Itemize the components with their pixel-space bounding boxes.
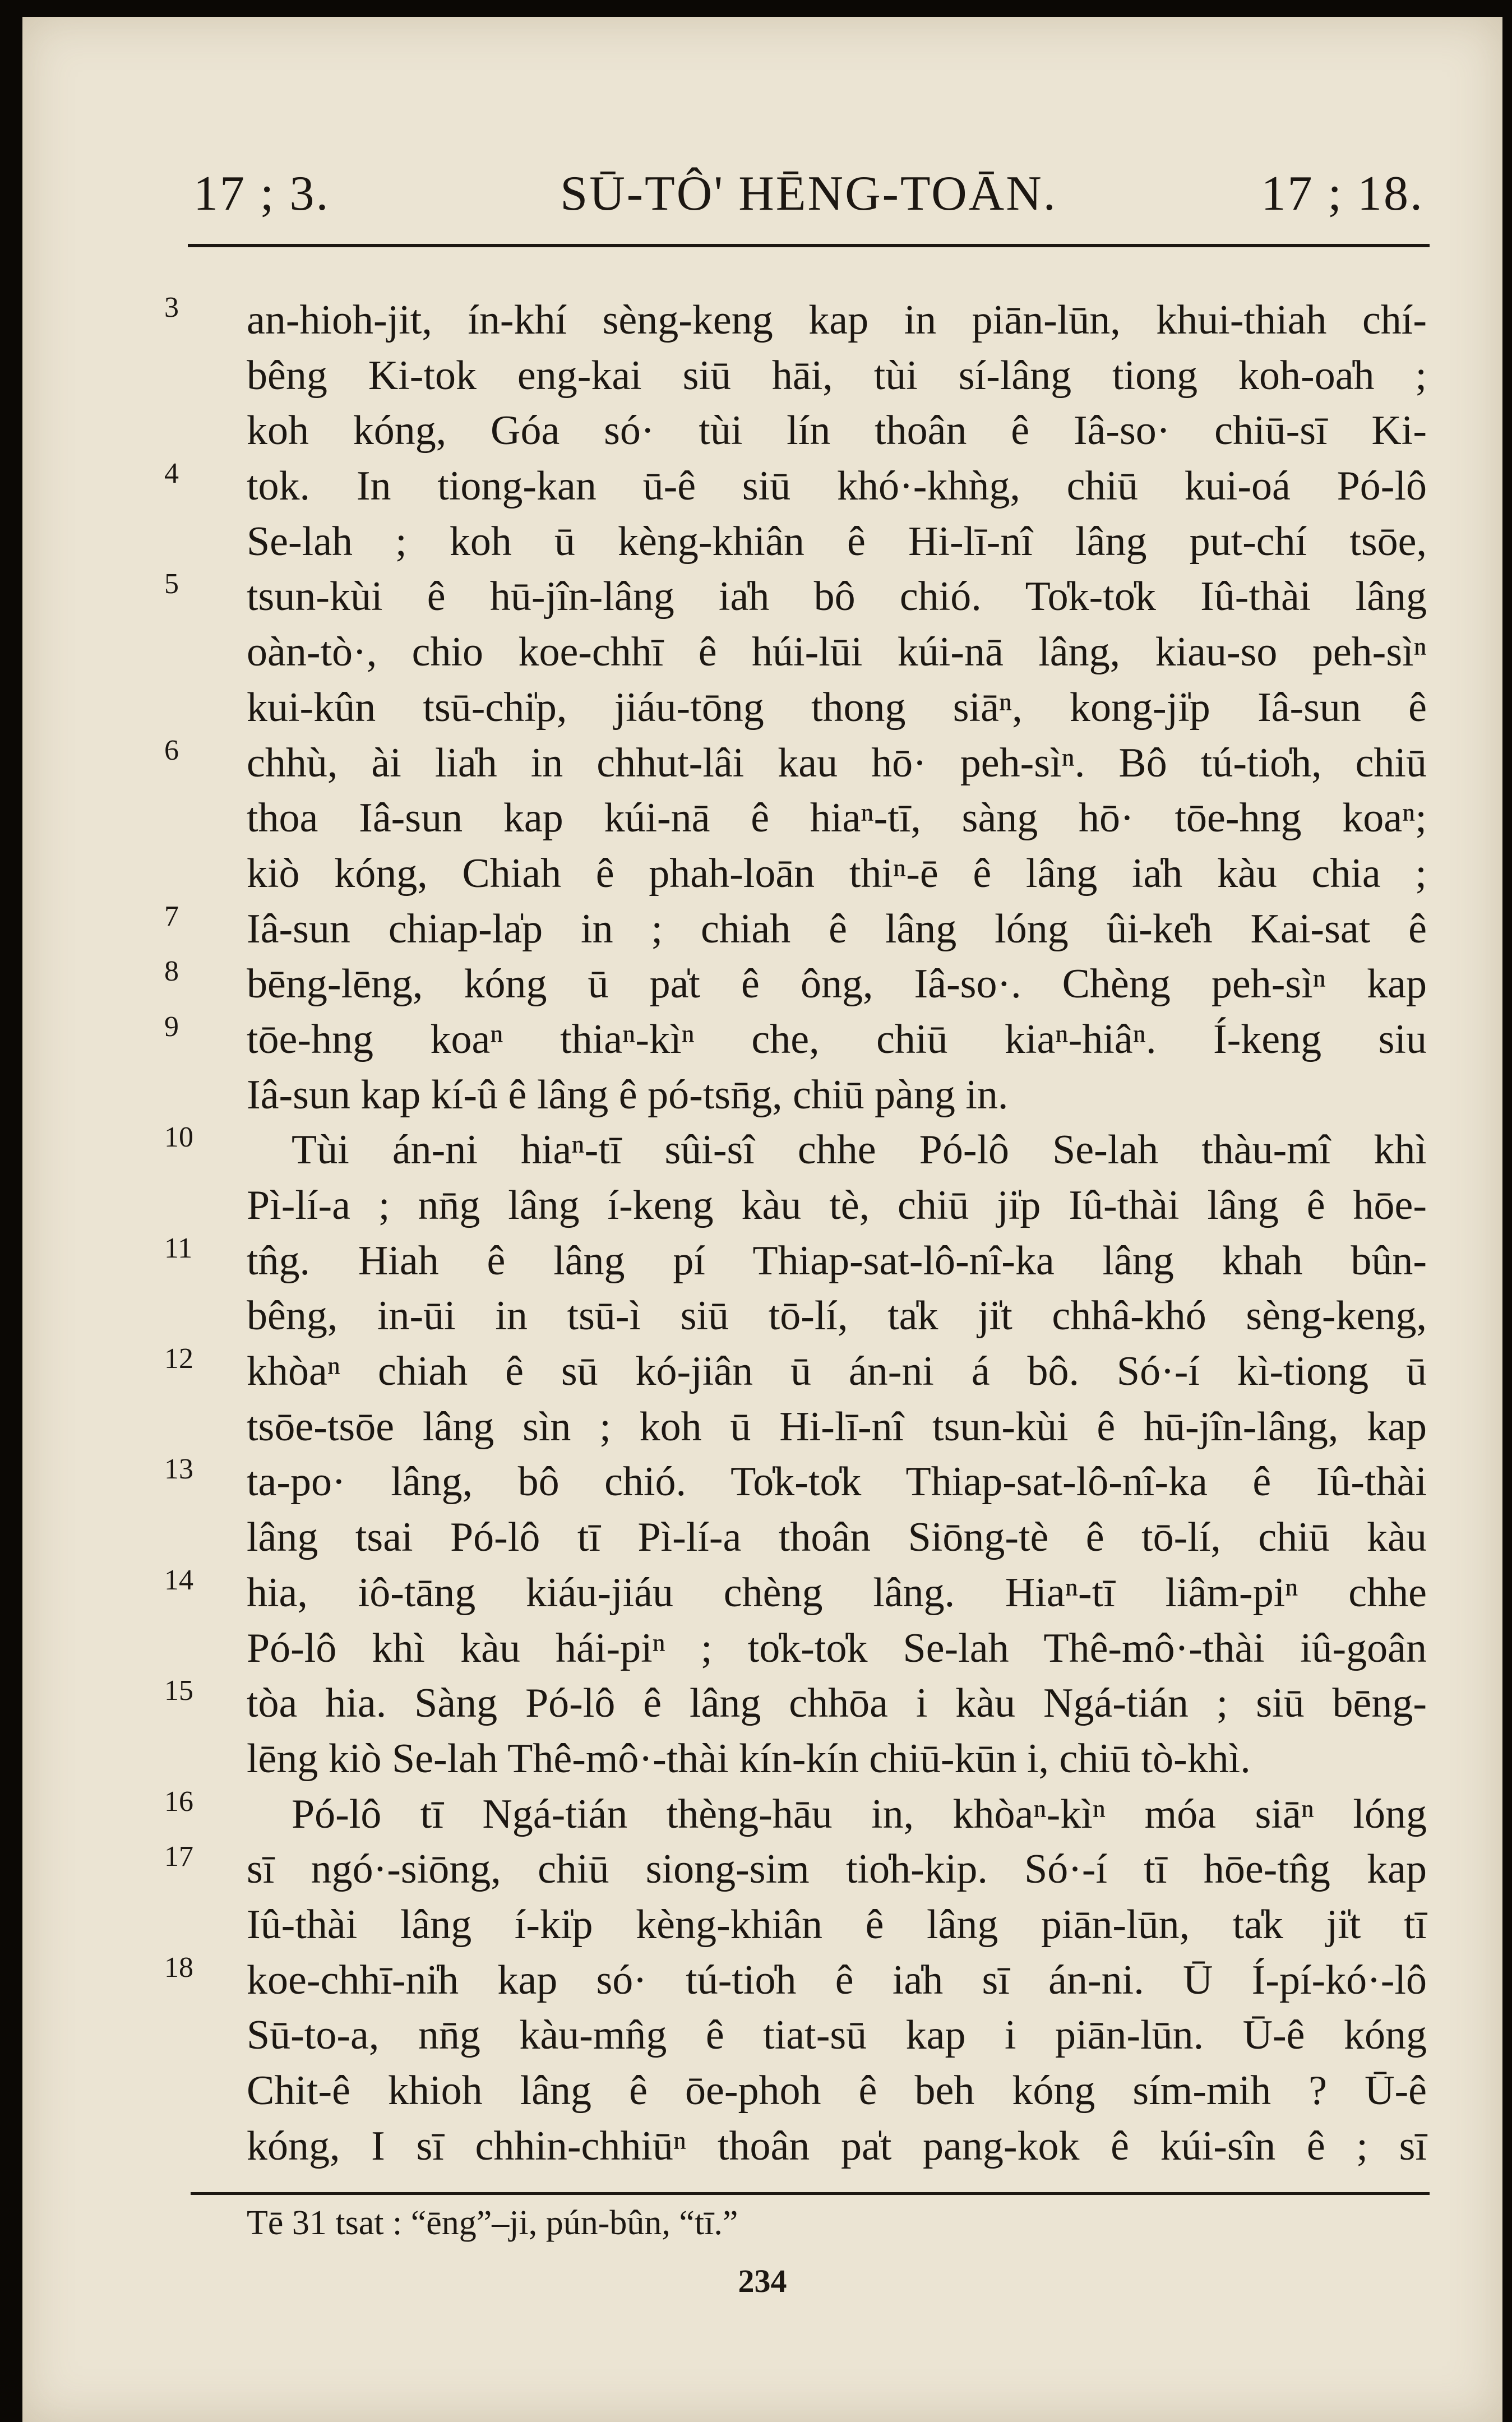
line-text: Iâ-sun chiap-la̍p in ; chiah ê lâng lóng ûi-ke̍h Kai-sat ê bbox=[247, 905, 1427, 952]
text-line bbox=[164, 1564, 1427, 1621]
text-line bbox=[171, 2119, 1427, 2174]
footnote-rule bbox=[191, 2192, 1430, 2195]
text-line bbox=[171, 1621, 1427, 1676]
running-head bbox=[193, 165, 1424, 227]
footnote: Tē 31 tsat : “ēng”–ji, pún-bûn, “tī.” bbox=[247, 2204, 738, 2242]
text-line bbox=[171, 1510, 1427, 1565]
verse-number: 18 bbox=[164, 1951, 193, 1984]
header-rule bbox=[188, 244, 1430, 247]
line-text: tsōe-tsōe lâng sìn ; koh ū Hi-lī-nî tsun-kùi ê hū-jîn-lâng, kap bbox=[247, 1403, 1427, 1450]
verse-number: 6 bbox=[164, 734, 179, 766]
book-page bbox=[22, 17, 1502, 2422]
verse-number: 5 bbox=[164, 568, 179, 600]
line-text: Tùi án-ni hiaⁿ-tī sûi-sî chhe Pó-lô Se-lah thàu-mî khì bbox=[292, 1127, 1427, 1173]
verse-number: 17 bbox=[164, 1841, 193, 1873]
line-text: kiò kóng, Chiah ê phah-loān thiⁿ-ē ê lâng ia̍h kàu chia ; bbox=[247, 850, 1427, 896]
verse-number: 10 bbox=[164, 1121, 193, 1154]
line-text: kui-kûn tsū-chi̍p, jiáu-tōng thong siāⁿ, kong-ji̍p Iâ-sun ê bbox=[247, 684, 1427, 731]
line-text: Iû-thài lâng í-ki̍p kèng-khiân ê lâng piān-lūn, ta̍k ji̍t tī bbox=[247, 1901, 1427, 1948]
verse-number: 8 bbox=[164, 955, 179, 988]
line-text: sī ngó·-siōng, chiū siong-sim tio̍h-kip. Só·-í tī hōe-tn̂g kap bbox=[247, 1846, 1427, 1893]
line-text: hia, iô-tāng kiáu-jiáu chèng lâng. Hiaⁿ-tī liâm-piⁿ chhe bbox=[247, 1569, 1427, 1616]
verse-number: 14 bbox=[164, 1564, 193, 1596]
line-text: lēng kiò Se-lah Thê-mô·-thài kín-kín chiū-kūn i, chiū tò-khì. bbox=[247, 1735, 1251, 1782]
line-text: tn̂g. Hiah ê lâng pí Thiap-sat-lô-nî-ka lâng khah bûn- bbox=[247, 1237, 1427, 1284]
running-head-right: 17 ; 18. bbox=[1261, 167, 1424, 221]
line-text: tòa hia. Sàng Pó-lô ê lâng chhōa i kàu Ngá-tián ; siū bēng- bbox=[247, 1680, 1427, 1727]
text-line bbox=[171, 1288, 1427, 1344]
text-line bbox=[171, 514, 1427, 570]
text-line bbox=[171, 1731, 1427, 1787]
text-line bbox=[164, 1010, 1427, 1067]
line-text: bēng-lēng, kóng ū pa̍t ê ông, Iâ-so·. Chèng peh-sìⁿ kap bbox=[247, 961, 1427, 1007]
line-text: bêng, in-ūi in tsū-ì siū tō-lí, ta̍k ji̍t chhâ-khó sèng-keng, bbox=[247, 1293, 1427, 1339]
text-line bbox=[164, 900, 1427, 957]
line-text: chhù, ài lia̍h in chhut-lâi kau hō· peh-sìⁿ. Bô tú-tio̍h, chiū bbox=[247, 739, 1427, 786]
text-line bbox=[164, 1121, 1427, 1178]
line-text: ta-po· lâng, bô chió. To̍k-to̍k Thiap-sat-lô-nî-ka ê Iû-thài bbox=[247, 1459, 1427, 1505]
line-text: Pì-lí-a ; nn̄g lâng í-keng kàu tè, chiū ji̍p Iû-thài lâng ê hōe- bbox=[247, 1182, 1427, 1228]
verse-number: 13 bbox=[164, 1453, 193, 1486]
text-line bbox=[171, 846, 1427, 902]
verse-number: 11 bbox=[164, 1232, 193, 1264]
line-text: Pó-lô khì kàu hái-piⁿ ; to̍k-to̍k Se-lah Thê-mô·-thài iû-goân bbox=[247, 1625, 1427, 1671]
line-text: Iâ-sun kap kí-û ê lâng ê pó-tsn̄g, chiū pàng in. bbox=[247, 1071, 1009, 1118]
text-line bbox=[164, 1232, 1427, 1289]
line-text: thoa Iâ-sun kap kúi-nā ê hiaⁿ-tī, sàng hō· tōe-hng koaⁿ; bbox=[247, 795, 1427, 842]
running-head-title: SŪ-TÔ' HĒNG-TOĀN. bbox=[560, 167, 1057, 221]
verse-number: 7 bbox=[164, 900, 179, 932]
text-line bbox=[164, 1841, 1427, 1897]
line-text: an-hioh-jit, ín-khí sèng-keng kap in piān-lūn, khui-thiah chí- bbox=[247, 297, 1427, 343]
text-line bbox=[164, 955, 1427, 1012]
text-line bbox=[171, 2008, 1427, 2063]
text-line bbox=[171, 2063, 1427, 2119]
running-head-left: 17 ; 3. bbox=[193, 167, 330, 221]
line-text: Pó-lô tī Ngá-tián thèng-hāu in, khòaⁿ-kìⁿ móa siāⁿ lóng bbox=[292, 1791, 1427, 1837]
text-line bbox=[164, 568, 1427, 625]
text-line bbox=[171, 1897, 1427, 1953]
line-text: lâng tsai Pó-lô tī Pì-lí-a thoân Siōng-tè ê tō-lí, chiū kàu bbox=[247, 1514, 1427, 1561]
text-line bbox=[171, 403, 1427, 459]
line-text: koe-chhī-ni̍h kap só· tú-tio̍h ê ia̍h sī án-ni. Ū Í-pí-kó·-lô bbox=[247, 1957, 1427, 2003]
line-text: tsun-kùi ê hū-jîn-lâng ia̍h bô chió. To̍k-to̍k Iû-thài lâng bbox=[247, 574, 1427, 620]
verse-number: 12 bbox=[164, 1343, 193, 1375]
text-line bbox=[171, 1067, 1427, 1123]
line-text: Se-lah ; koh ū kèng-khiân ê Hi-lī-nî lâng put-chí tsōe, bbox=[247, 518, 1427, 565]
text-line bbox=[164, 457, 1427, 514]
line-text: koh kóng, Góa só· tùi lín thoân ê Iâ-so· chiū-sī Ki- bbox=[247, 408, 1427, 454]
text-line bbox=[171, 625, 1427, 680]
line-text: oàn-tò·, chio koe-chhī ê húi-lūi kúi-nā lâng, kiau-so peh-sìⁿ bbox=[247, 629, 1427, 676]
text-line bbox=[164, 292, 1427, 348]
line-text: tok. In tiong-kan ū-ê siū khó·-khǹg, chiū kui-oá Pó-lô bbox=[247, 463, 1427, 510]
line-text: Chit-ê khioh lâng ê ōe-phoh ê beh kóng sím-mih ? Ū-ê bbox=[247, 2068, 1427, 2114]
line-text: tōe-hng koaⁿ thiaⁿ-kìⁿ che, chiū kiaⁿ-hiâⁿ. Í-keng siu bbox=[247, 1016, 1427, 1062]
text-line bbox=[164, 1785, 1427, 1842]
text-line bbox=[171, 1178, 1427, 1233]
verse-number: 16 bbox=[164, 1785, 193, 1818]
text-line bbox=[171, 348, 1427, 404]
body-text bbox=[164, 292, 1427, 2174]
line-text: Sū-to-a, nn̄g kàu-mn̂g ê tiat-sū kap i piān-lūn. Ū-ê kóng bbox=[247, 2012, 1427, 2059]
verse-number: 9 bbox=[164, 1010, 179, 1043]
verse-number: 15 bbox=[164, 1675, 193, 1707]
text-line bbox=[164, 1675, 1427, 1731]
text-line bbox=[164, 1951, 1427, 2008]
line-text: khòaⁿ chiah ê sū kó-jiân ū án-ni á bô. Só·-í kì-tiong ū bbox=[247, 1348, 1427, 1395]
page-number: 234 bbox=[738, 2263, 787, 2299]
text-line bbox=[171, 1399, 1427, 1455]
verse-number: 3 bbox=[164, 292, 179, 323]
text-line bbox=[171, 791, 1427, 846]
line-text: bêng Ki-tok eng-kai siū hāi, tùi sí-lâng tiong koh-oa̍h ; bbox=[247, 352, 1427, 399]
text-line bbox=[164, 734, 1427, 791]
verse-number: 4 bbox=[164, 457, 179, 490]
line-text: kóng, I sī chhin-chhiūⁿ thoân pa̍t pang-kok ê kúi-sîn ê ; sī bbox=[247, 2123, 1427, 2169]
text-line bbox=[164, 1343, 1427, 1399]
text-line bbox=[164, 1453, 1427, 1510]
text-line bbox=[171, 680, 1427, 736]
